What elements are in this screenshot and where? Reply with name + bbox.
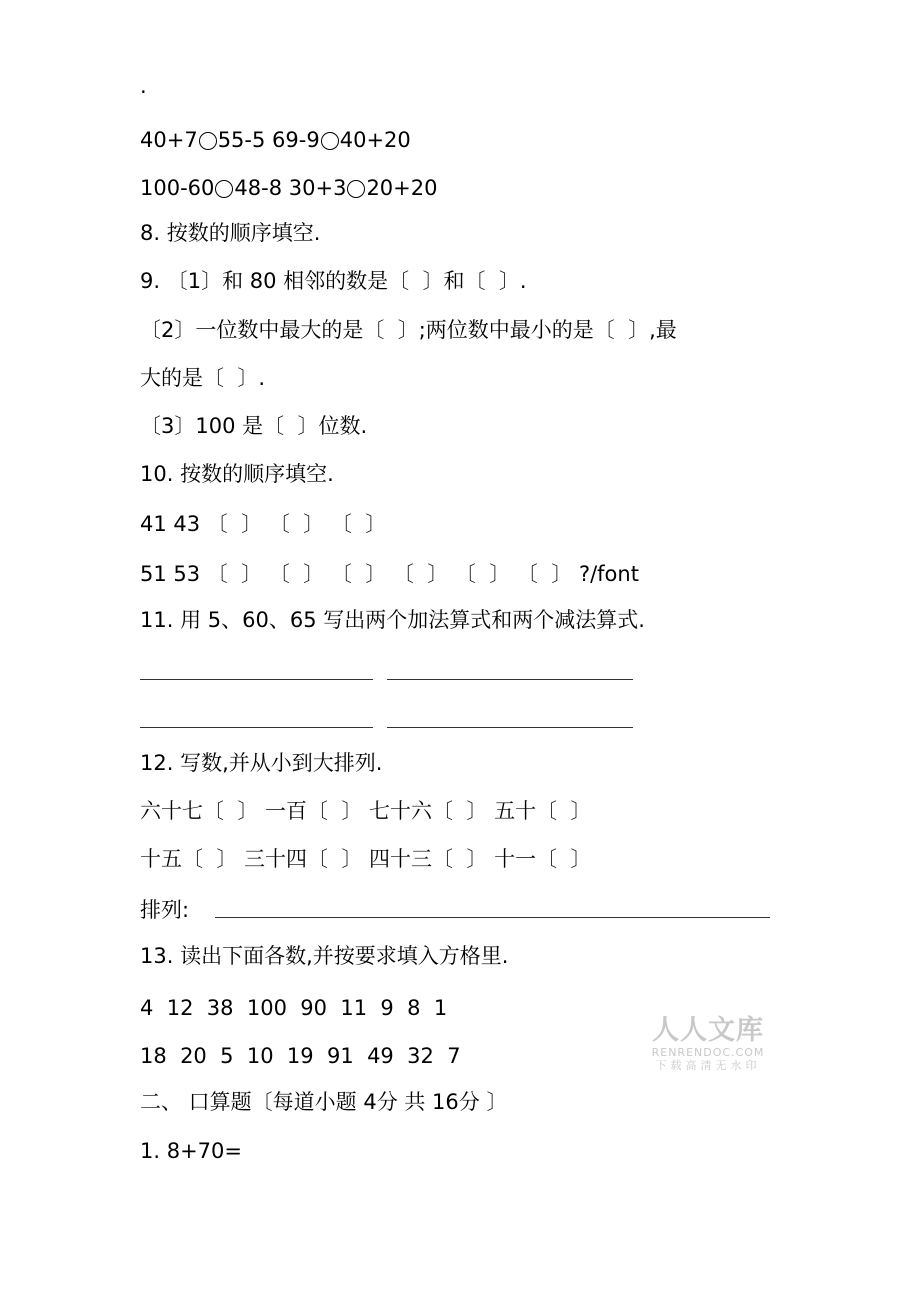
- calc-item-1: 1. 8+70=: [140, 1139, 242, 1163]
- compare-expr: 48-8: [234, 176, 283, 200]
- compare-expr: 55-5: [217, 128, 266, 152]
- compare-circle-blank[interactable]: [199, 132, 217, 150]
- answer-line[interactable]: [140, 679, 373, 680]
- answer-line[interactable]: [387, 679, 633, 680]
- watermark-url: RENRENDOC.COM: [651, 1046, 765, 1059]
- compare-expr: 40+7: [140, 128, 198, 152]
- compare-row-2: [140, 175, 437, 201]
- question-12-row-1: 六十七〔 〕 一百〔 〕 七十六〔 〕 五十〔 〕: [140, 799, 592, 823]
- compare-row-1: [140, 127, 411, 153]
- compare-separator: [282, 176, 289, 200]
- question-9-part-2: 〔2〕一位数中最大的是〔 〕;两位数中最小的是〔 〕,最: [140, 318, 677, 342]
- compare-expr: 69-9: [272, 128, 320, 152]
- section-2-heading: 二、 口算题〔每道小题 4分 共 16分 〕: [140, 1090, 508, 1114]
- compare-expr: 100-60: [140, 176, 215, 200]
- compare-circle-blank[interactable]: [215, 180, 233, 198]
- question-10-title: 10. 按数的顺序填空.: [140, 462, 334, 486]
- question-9-title: 9. 〔1〕和 80 相邻的数是〔 〕和〔 〕.: [140, 269, 527, 293]
- compare-expr: 30+3: [288, 176, 347, 200]
- question-13-row-2: 18 20 5 10 19 91 49 32 7: [140, 1044, 461, 1068]
- watermark-subtitle: 下载高清无水印: [655, 1059, 761, 1072]
- watermark-title: 人人文库: [652, 1015, 764, 1046]
- compare-circle-blank[interactable]: [321, 132, 339, 150]
- watermark: [646, 1016, 770, 1073]
- question-10-row-1: 41 43 〔 〕 〔 〕 〔 〕: [140, 512, 387, 536]
- compare-expr: 20+20: [366, 176, 438, 200]
- sort-label: 排列:: [140, 898, 190, 922]
- question-13-title: 13. 读出下面各数,并按要求填入方格里.: [140, 944, 509, 968]
- question-9-part-2-cont: 大的是〔 〕.: [140, 366, 266, 390]
- question-8: 8. 按数的顺序填空.: [140, 221, 321, 245]
- question-11: 11. 用 5、60、65 写出两个加法算式和两个减法算式.: [140, 608, 645, 632]
- question-13-row-1: 4 12 38 100 90 11 9 8 1: [140, 996, 448, 1020]
- question-10-row-2: 51 53 〔 〕 〔 〕 〔 〕 〔 〕 〔 〕 〔 〕 ?/font: [140, 562, 639, 586]
- top-mark: .: [140, 74, 147, 98]
- answer-line[interactable]: [140, 727, 373, 728]
- sort-answer-line[interactable]: [215, 917, 770, 918]
- compare-circle-blank[interactable]: [347, 180, 365, 198]
- question-9-part-3: 〔3〕100 是〔 〕位数.: [140, 414, 368, 438]
- question-12-title: 12. 写数,并从小到大排列.: [140, 751, 383, 775]
- answer-line[interactable]: [387, 727, 633, 728]
- compare-expr: 40+20: [339, 128, 411, 152]
- question-12-row-2: 十五〔 〕 三十四〔 〕 四十三〔 〕 十一〔 〕: [140, 847, 592, 871]
